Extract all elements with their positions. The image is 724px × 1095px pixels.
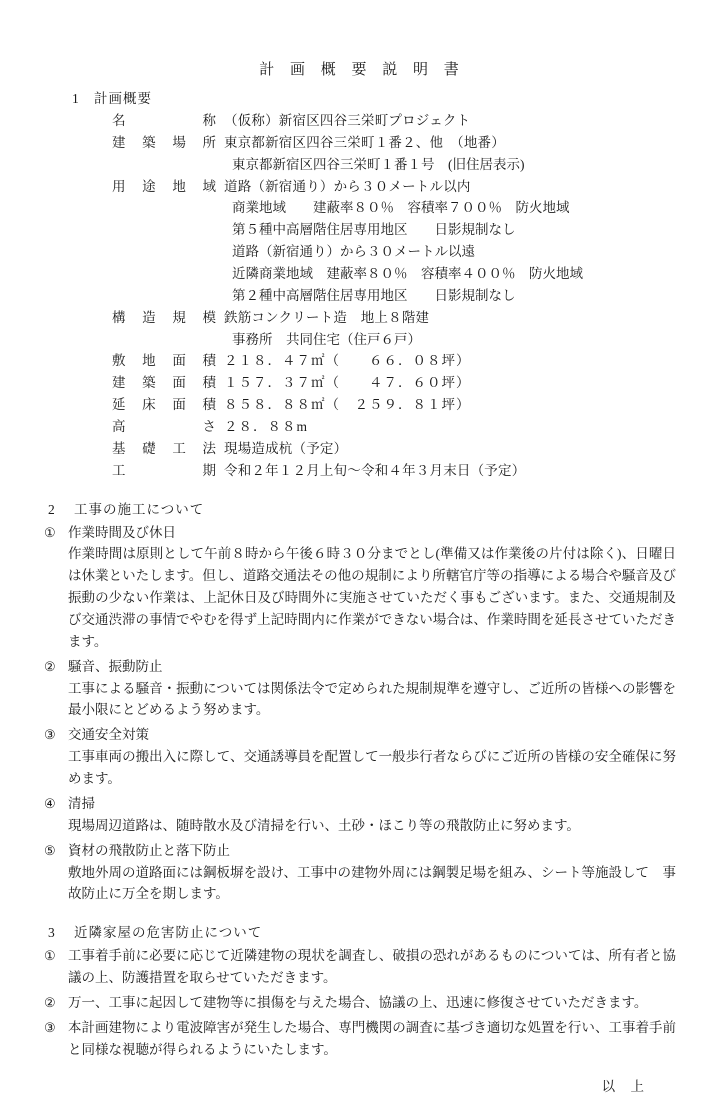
document-page [0,58,724,1094]
section2-heading [48,498,724,518]
item-paragraph: 現場周辺道路は、随時散水及び清掃を行い、土砂・ほこり等の飛散防止に努めます。 [68,817,580,833]
item-marker: ① [44,948,56,964]
field-label: 延床面積 [112,397,216,413]
field-value: 鉄筋コンクリート造 地上８階建 [224,309,430,325]
field-subvalue: 東京都新宿区四谷三栄町１番１号 (旧住居表示) [232,156,525,172]
field-row [112,438,724,460]
section3-title: 近隣家屋の危害防止について [74,925,263,941]
item-body [68,1017,724,1061]
field-label: 建築場所 [112,134,216,150]
field-label: 構造規模 [112,309,216,325]
field-label: 基礎工法 [112,440,216,456]
field-subvalue: 道路（新宿通り）から３０メートル以遠 [232,244,475,260]
item-marker: ⑤ [44,842,56,858]
field-row [112,350,724,372]
field-value: 令和２年１２月上旬〜令和４年３月末日（予定） [224,462,526,478]
page-title: 計 画 概 要 説 明 書 [259,62,465,78]
item-paragraph: 工事着手前に必要に応じて近隣建物の現状を調査し、破損の恐れがあるものについては、所有者と協議の上、防護措置を取らせていただきます。 [68,948,676,986]
list-item [44,724,724,790]
list-item [44,793,724,837]
field-value: 東京都新宿区四谷三栄町１番２、他 （地番） [224,134,505,150]
list-item [44,840,724,906]
item-title: 作業時間及び休日 [68,524,176,540]
field-value: 現場造成杭（予定） [224,440,348,456]
field-row [112,307,724,329]
field-row [112,132,724,154]
field-label: 名 称 [112,113,216,128]
item-paragraph: 工事による騒音・振動については関係法令で定められた規制規準を遵守し、ご近所の皆様への影響を最小限にとどめるよう努めます。 [68,680,676,718]
section1-number: 1 [72,91,79,106]
field-value: ２８．８８m [224,419,309,435]
item-body [68,840,724,906]
list-item [44,1017,724,1061]
field-value: ２１８．４７㎡（ ６６．０８坪） [224,353,471,369]
item-marker: ② [44,994,56,1010]
field-subvalue: 第２種中高層階住居専用地区 日影規制なし [232,287,516,303]
field-subvalue: 近隣商業地域 建蔽率８０％ 容積率４００％ 防火地域 [232,266,583,282]
field-subvalue: 第５種中高層階住居専用地区 日影規制なし [232,222,516,238]
field-subvalue: 商業地域 建蔽率８０％ 容積率７００％ 防火地域 [232,200,570,216]
section2-title: 工事の施工について [74,501,205,517]
item-marker: ③ [44,727,56,743]
item-body [68,656,724,722]
item-body [68,724,724,790]
field-label: 高 さ [112,419,216,435]
field-value: ８５８．８８㎡（ ２５９．８１坪） [224,397,471,413]
field-value: （仮称）新宿区四谷三栄町プロジェクト [224,113,471,128]
item-paragraph: 敷地外周の道路面には鋼板塀を設け、工事中の建物外周には鋼製足場を組み、シート等施設して 事故防止に万全を期します。 [68,864,676,902]
plan-outline-list [112,110,724,482]
section1-title: 計画概要 [94,91,152,106]
field-subvalue: 事務所 共同住宅（住戸６戸） [232,331,421,347]
section3-number: 3 [48,925,55,941]
field-row [112,394,724,416]
field-label: 敷地面積 [112,353,216,369]
item-paragraph: 工事車両の搬出入に際して、交通誘導員を配置して一般歩行者ならびにご近所の皆様の安全確保に努めます。 [68,749,676,787]
field-row [112,416,724,438]
closing-text: 以 上 [601,1078,650,1094]
list-item [44,992,724,1014]
field-label: 建築面積 [112,375,216,391]
item-body [68,793,724,837]
section3-heading [48,921,724,941]
item-marker: ④ [44,795,56,811]
section-neighbor-protection [44,921,724,1060]
section-plan-outline [72,87,724,482]
item-marker: ② [44,658,56,674]
field-value: 道路（新宿通り）から３０メートル以内 [224,178,471,194]
section2-number: 2 [48,501,55,517]
section-construction [44,498,724,906]
item-paragraph: 作業時間は原則として午前８時から午後６時３０分までとし(準備又は作業後の片付は除く)、日曜日は休業といたします。但し、道路交通法その他の規制により所轄官庁等の指導による場合や騒音及び振動の少ない作業は、上記休日及び時間外に実施させていただく事もございます。また、交通規制及び交通渋滞の事情でやむを得ず上記時間内に作業ができない場合は、作業時間を延長させていただきます。 [68,546,676,649]
item-title: 資材の飛散防止と落下防止 [68,842,230,858]
field-row [112,460,724,482]
field-label: 用途地域 [112,178,216,194]
item-marker: ① [44,524,56,540]
item-body [68,992,724,1014]
item-paragraph: 本計画建物により電波障害が発生した場合、専門機関の調査に基づき適切な処置を行い、工事着手前と同様な視聴が得られるようにいたします。 [68,1019,676,1057]
list-item [44,522,724,653]
field-label: 工 期 [112,462,216,478]
item-title: 清掃 [68,795,95,811]
section1-heading [72,87,724,107]
field-row [112,176,724,198]
field-row [112,372,724,394]
item-body [68,522,724,653]
item-title: 交通安全対策 [68,727,149,743]
item-paragraph: 万一、工事に起因して建物等に損傷を与えた場合、協議の上、迅速に修復させていただきます。 [68,994,648,1010]
list-item [44,945,724,989]
field-value: １５７．３７㎡（ ４７．６０坪） [224,375,471,391]
item-marker: ③ [44,1019,56,1035]
item-title: 騒音、振動防止 [68,658,163,674]
field-row [112,110,724,132]
list-item [44,656,724,722]
item-body [68,945,724,989]
